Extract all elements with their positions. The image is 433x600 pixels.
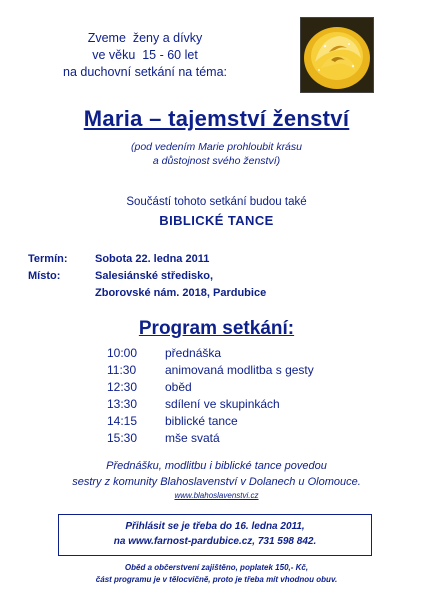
footer-line: část programu je v tělocvičně, proto je třeba mít vhodnou obuv. [95,575,338,584]
program-activity: přednáška [165,346,222,360]
program-time: 11:30 [107,363,137,377]
closing-line: Přednášku, modlitbu i biblické tance povedou [106,460,327,472]
also-text: Součástí tohoto setkání budou také [126,196,307,208]
program-time: 13:30 [107,397,138,411]
registration-text [58,519,372,549]
subtitle-line: a důstojnost svého ženství) [152,155,281,167]
place-line: Zborovské nám. 2018, Pardubice [95,287,267,299]
program-title: Program setkání: [138,318,295,339]
biblical-dances-heading: BIBLICKÉ TANCE [159,213,274,228]
website-link[interactable]: www.blahoslavenstvi.cz [174,491,259,500]
footer-line: Oběd a občerstvení zajištěno, poplatek 150,- Kč, [124,563,309,572]
registration-line: na www.farnost-pardubice.cz, 731 598 842. [113,536,317,547]
intro-line: ve věku 15 - 60 let [92,48,198,62]
program-time: 15:30 [107,431,138,445]
closing-text [0,458,433,490]
intro-line: Zveme ženy a dívky [87,31,203,45]
program-activity: animovaná modlitba s gesty [165,363,314,377]
term-label: Termín: [28,253,68,265]
footer-note [0,562,433,586]
program-activity: sdílení ve skupinkách [165,397,280,411]
invitation-intro [0,30,290,81]
program-activity: mše svatá [165,431,220,445]
term-value: Sobota 22. ledna 2011 [95,253,210,265]
subtitle-line: (pod vedením Marie prohloubit krásu [130,141,302,153]
rose-image [300,17,374,93]
program-time: 12:30 [107,380,138,394]
registration-line: Přihlásit se je třeba do 16. ledna 2011, [125,521,305,532]
intro-line: na duchovní setkání na téma: [63,65,227,79]
program-time: 14:15 [107,414,138,428]
event-title: Maria – tajemství ženství [83,106,350,131]
rose-icon [301,18,373,92]
program-time: 10:00 [107,346,138,360]
program-activity: oběd [165,380,192,394]
place-label: Místo: [28,270,61,282]
closing-line: sestry z komunity Blahoslavenství v Dolanech u Olomouce. [72,476,361,488]
place-line: Salesiánské středisko, [95,270,214,282]
event-subtitle [0,140,433,168]
program-activity: biblické tance [165,414,238,428]
